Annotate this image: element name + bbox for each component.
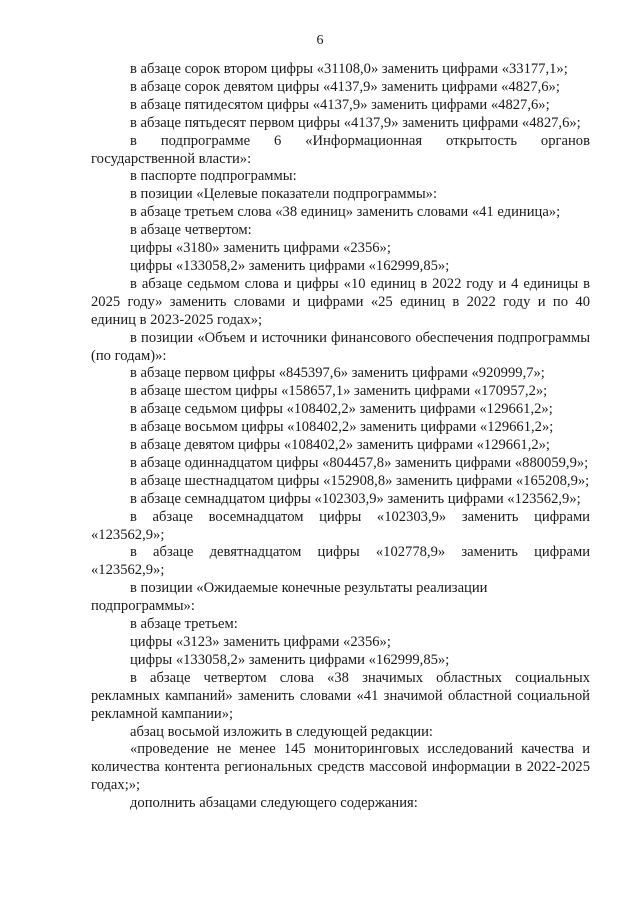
paragraph: в абзаце девятнадцатом цифры «102778,9» заменить цифрами «123562,9»; [91, 544, 590, 579]
paragraph: в абзаце шестнадцатом цифры «152908,8» заменить цифрами «165208,9»; [130, 472, 590, 489]
document-body [91, 61, 590, 813]
paragraph: цифры «3123» заменить цифрами «2356»; [130, 634, 391, 650]
paragraph: цифры «133058,2» заменить цифрами «162999,85»; [130, 651, 450, 668]
paragraph: в абзаце одиннадцатом цифры «804457,8» заменить цифрами «880059,9»; [130, 454, 589, 471]
paragraph: в абзаце третьем: [130, 616, 238, 633]
paragraph: в абзаце четвертом слова «38 значимых областных социальных рекламных кампаний» заменить словами «41 значимой областной социальной рекламной кампании»; [91, 669, 590, 722]
paragraph: в паспорте подпрограммы: [130, 168, 297, 185]
paragraph: в абзаце четвертом: [130, 222, 252, 239]
paragraph: в позиции «Объем и источники финансового обеспечения подпрограммы (по годам)»: [91, 329, 590, 364]
paragraph: в абзаце шестом цифры «158657,1» заменить цифрами «170957,2»; [130, 383, 548, 400]
paragraph: в позиции «Ожидаемые конечные результаты реализации подпрограммы»: [91, 580, 488, 615]
paragraph: в абзаце сорок втором цифры «31108,0» заменить цифрами «33177,1»; [130, 61, 568, 77]
paragraph: цифры «3180» заменить цифрами «2356»; [130, 240, 391, 257]
page-number: 6 [316, 33, 324, 48]
paragraph: абзац восьмой изложить в следующей редакции: [130, 723, 433, 740]
paragraph: в абзаце сорок девятом цифры «4137,9» заменить цифрами «4827,6»; [130, 78, 560, 95]
paragraph: в абзаце пятидесятом цифры «4137,9» заменить цифрами «4827,6»; [130, 96, 550, 113]
paragraph: в абзаце пятьдесят первом цифры «4137,9» заменить цифрами «4827,6»; [130, 114, 581, 131]
paragraph: в абзаце третьем слова «38 единиц» заменить словами «41 единица»; [130, 204, 561, 221]
paragraph: в абзаце первом цифры «845397,6» заменить цифрами «920999,7»; [130, 365, 545, 382]
paragraph: в абзаце восьмом цифры «108402,2» заменить цифрами «129661,2»; [130, 419, 554, 436]
paragraph: «проведение не менее 145 мониторинговых исследований качества и количества контента региональных средств массовой информации в 2022-2025 годах;»; [91, 741, 590, 794]
paragraph: дополнить абзацами следующего содержания: [130, 795, 418, 812]
paragraph: в абзаце семнадцатом цифры «102303,9» заменить цифрами «123562,9»; [130, 490, 581, 507]
paragraph: в абзаце девятом цифры «108402,2» заменить цифрами «129661,2»; [130, 437, 550, 454]
paragraph: цифры «133058,2» заменить цифрами «162999,85»; [130, 257, 450, 274]
paragraph: в абзаце восемнадцатом цифры «102303,9» заменить цифрами «123562,9»; [91, 508, 590, 543]
paragraph: в позиции «Целевые показатели подпрограммы»: [130, 186, 438, 203]
paragraph: в абзаце седьмом цифры «108402,2» заменить цифрами «129661,2»; [130, 401, 553, 418]
paragraph: в абзаце седьмом слова и цифры «10 единиц в 2022 году и 4 единицы в 2025 году» заменить словами и цифрами «25 единиц в 2022 году и по 40 единиц в 2023-2025 годах»; [91, 275, 590, 328]
paragraph: в подпрограмме 6 «Информационная открытость органов государственной власти»: [91, 132, 590, 167]
